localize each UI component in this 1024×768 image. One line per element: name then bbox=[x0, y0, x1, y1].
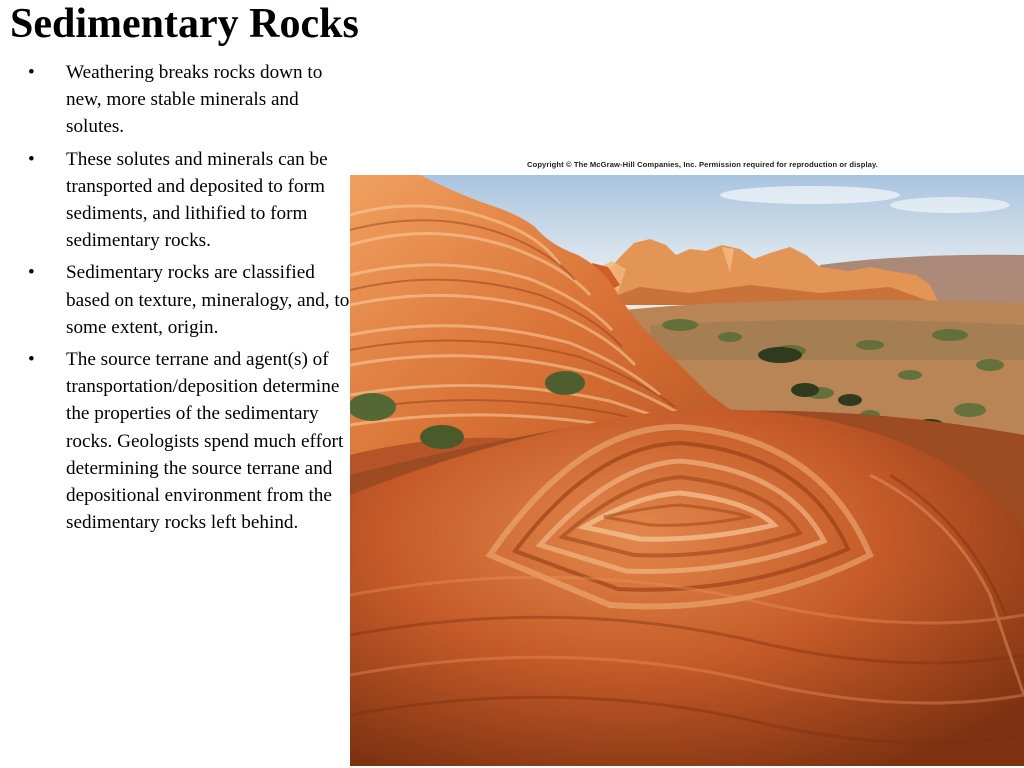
bullet-text: These solutes and minerals can be transported and deposited to form sediments, and lithified to form sedimentary rocks. bbox=[66, 148, 328, 252]
bullet-marker: • bbox=[28, 349, 35, 371]
bullet-item bbox=[28, 346, 350, 536]
bullet-marker: • bbox=[28, 148, 35, 170]
bullet-text: Sedimentary rocks are classified based on texture, mineralogy, and, to some extent, origin. bbox=[66, 262, 350, 338]
sandstone-wave-photo bbox=[350, 175, 1024, 766]
sandstone-landscape-illustration bbox=[350, 175, 1024, 766]
bullet-text: The source terrane and agent(s) of transportation/deposition determine the properties of the sedimentary rocks. Geologists spend much effort determining the source terrane and depositional environment from the sedimentary rocks left behind. bbox=[66, 349, 344, 534]
bullet-item bbox=[28, 259, 350, 341]
bullet-text: Weathering breaks rocks down to new, more stable minerals and solutes. bbox=[66, 62, 323, 138]
bullet-item bbox=[28, 59, 350, 141]
bullet-list bbox=[28, 59, 350, 541]
bullet-marker: • bbox=[28, 62, 35, 83]
bullet-marker: • bbox=[28, 262, 35, 284]
slide-title: Sedimentary Rocks bbox=[10, 1, 359, 47]
copyright-notice: Copyright © The McGraw-Hill Companies, Inc. Permission required for reproduction or display. bbox=[527, 160, 878, 169]
bullet-item bbox=[28, 146, 350, 255]
